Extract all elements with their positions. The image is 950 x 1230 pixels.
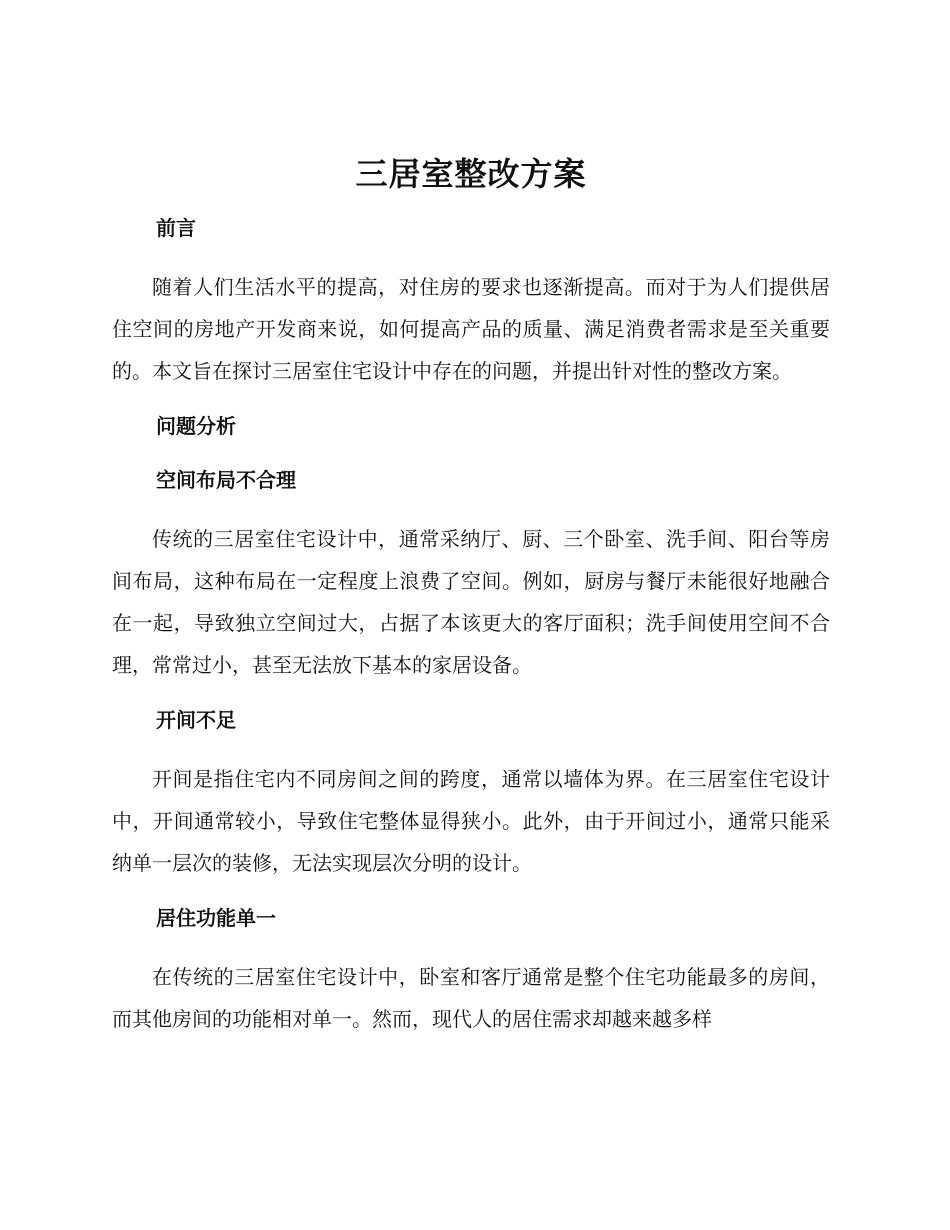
section-heading-living-function: 居住功能单一 xyxy=(156,906,276,930)
paragraph-layout: 传统的三居室住宅设计中，通常采纳厅、厨、三个卧室、洗手间、阳台等房间布局，这种布局在一定程度上浪费了空间。例如，厨房与餐厅未能很好地融合在一起，导致独立空间过大，占据了本该更大的客厅面积；洗手间使用空间不合理，常常过小，甚至无法放下基本的家居设备。 xyxy=(112,527,830,677)
section-heading-layout: 空间布局不合理 xyxy=(156,468,296,492)
section-heading-problem-analysis: 问题分析 xyxy=(156,414,236,438)
document-title: 三居室整改方案 xyxy=(355,155,587,193)
paragraph-bay-width: 开间是指住宅内不同房间之间的跨度，通常以墙体为界。在三居室住宅设计中，开间通常较小，导致住宅整体显得狭小。此外，由于开间过小，通常只能采纳单一层次的装修，无法实现层次分明的设计。 xyxy=(112,767,830,875)
paragraph-preface: 随着人们生活水平的提高，对住房的要求也逐渐提高。而对于为人们提供居住空间的房地产开发商来说，如何提高产品的质量、满足消费者需求是至关重要的。本文旨在探讨三居室住宅设计中存在的问题，并提出针对性的整改方案。 xyxy=(112,275,830,383)
paragraph-living-function: 在传统的三居室住宅设计中，卧室和客厅通常是整个住宅功能最多的房间，而其他房间的功能相对单一。然而，现代人的居住需求却越来越多样 xyxy=(112,965,830,1031)
section-heading-bay-width: 开间不足 xyxy=(156,708,236,732)
section-heading-preface: 前言 xyxy=(156,216,196,240)
